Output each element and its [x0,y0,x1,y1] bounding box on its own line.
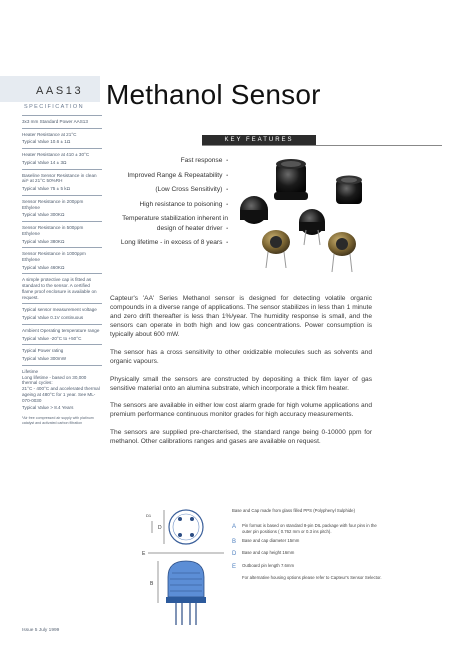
spec-footnote: ¹Air free compressed air supply with platinum catalyst and activated carbon filtration [22,415,94,425]
dimension-label: E [142,551,146,557]
bullet-icon: • [226,187,228,194]
bullet-icon: • [226,158,228,164]
feature-item: Long lifetime - in excess of 8 years • [120,239,228,247]
sensor-product-photo [232,150,382,285]
spec-item: Typical sensor measurement voltage Typical Value 0.1V continuous [22,303,102,323]
specification-heading: SPECIFICATION [24,104,84,110]
drawing-intro: Base and Cap made from glass filled PPS (Polyphenyl Sulphide) [232,508,356,513]
page-header [0,76,474,116]
drawing-note: D Base and cap height 16mm [232,550,295,558]
drawing-note: A Pin format is based on standard 8-pin DIL package with four pins in the outer pin positions ( 0.762 mm or 0.3 ins pitch). [232,522,377,534]
specification-sidebar [22,115,102,425]
bullet-icon: • [226,225,228,232]
drawing-note: E Outboard pin length 7.6mm [232,562,295,570]
bullet-icon: • [226,201,228,208]
description-text [110,294,372,455]
description-paragraph: Physically small the sensors are constructed by depositing a thick film layer of gas sensitive material onto an alumina substrate, which incorporate a thick film heater. [110,375,372,392]
page-title: Methanol Sensor [106,79,321,110]
alternative-housing-note: For alternative housing options please refer to Capteur's Sensor Selector. [242,574,382,580]
bullet-icon: • [226,172,228,179]
dimension-label: B [150,581,154,587]
description-paragraph: The sensors are supplied pre-charcterised, the standard range being 0-10000 ppm for methanol. Other calibrations ranges and gases are available on request. [110,429,372,446]
spec-item: Sensor Resistance in 1000ppm Ethylene Typical Value 460KΩ [22,247,102,273]
spec-item: Sensor Resistance in 500ppm Ethylene Typical Value 380KΩ [22,221,102,247]
spec-item: Heater Resistance at 21°C Typical Value 10.6 ± 1Ω [22,128,102,148]
feature-item: Fast response • [180,157,228,164]
description-paragraph: The sensors are available in either low cost alarm grade for high volume applications and premium performance continuous monitor grades for high accuracy measurements. [110,402,372,419]
spec-item: Ambient Operating temperature range Typical Value -20°C to +50°C [22,324,102,344]
key-features-list [110,156,228,253]
bullet-icon: • [226,240,228,247]
feature-item: Temperature stabilization inherent in design of heater driver • [122,215,228,232]
spec-item: Baseline Sensor Resistance in clean air¹ at 21°C 50%RH Typical Value 75 ± 5 kΩ [22,169,102,195]
spec-item: 3x3 mm Standard Power AAS13 [22,115,102,128]
drawing-notes [232,508,382,580]
feature-item: (Low Cross Sensitivity) • [155,186,228,194]
product-code: AAS13 [36,85,84,97]
description-paragraph: The sensor has a cross sensitivity to other oxidizable molecules such as solvents and organic vapours. [110,348,372,366]
key-features-divider [202,145,442,146]
drawing-note: B Base and cap diameter 15mm [232,538,300,546]
spec-item: A simple protective cap is fitted as standard to the sensor. A certified flame proof enclosure is available on request. [22,273,102,303]
sensor-unit [274,159,308,200]
feature-item: High resistance to poisoning • [139,200,228,208]
spec-item: Typical Power rating Typical Value 300mW [22,344,102,364]
description-paragraph: Capteur's 'AA' Series Methanol sensor is designed for detecting volatile organic compounds in a diverse range of applications. The sensor stabilizes in less than 1 minute and zero drift thereafter is less than 1%/year. The humidity response is small, and the sensors can operate in both high and low gas concentrations. Power consumption is typically about 600 mW. [110,295,372,339]
key-features-heading: KEY FEATURES [202,135,316,145]
issue-date: Issue 5 July 1999 [22,628,60,633]
dimension-label: D1 [146,513,152,518]
sensor-dimension-drawing [128,505,228,635]
feature-item: Improved Range & Repeatability • [127,171,228,179]
spec-item: Heater Resistance at 410 ± 30°C Typical Value 14 ± 3Ω [22,148,102,168]
spec-item: Sensor Resistance in 200ppm Ethylene Typical Value 300KΩ [22,195,102,221]
spec-item: Lifetime Long lifetime - based on 30,000 thermal cycles: 21°C - 400°C and accelerated thermal ageing at 480°C for 1 year. See ML-070-0030 Typical Value > 8.4 Years [22,365,102,414]
dimension-label: D [158,525,162,531]
